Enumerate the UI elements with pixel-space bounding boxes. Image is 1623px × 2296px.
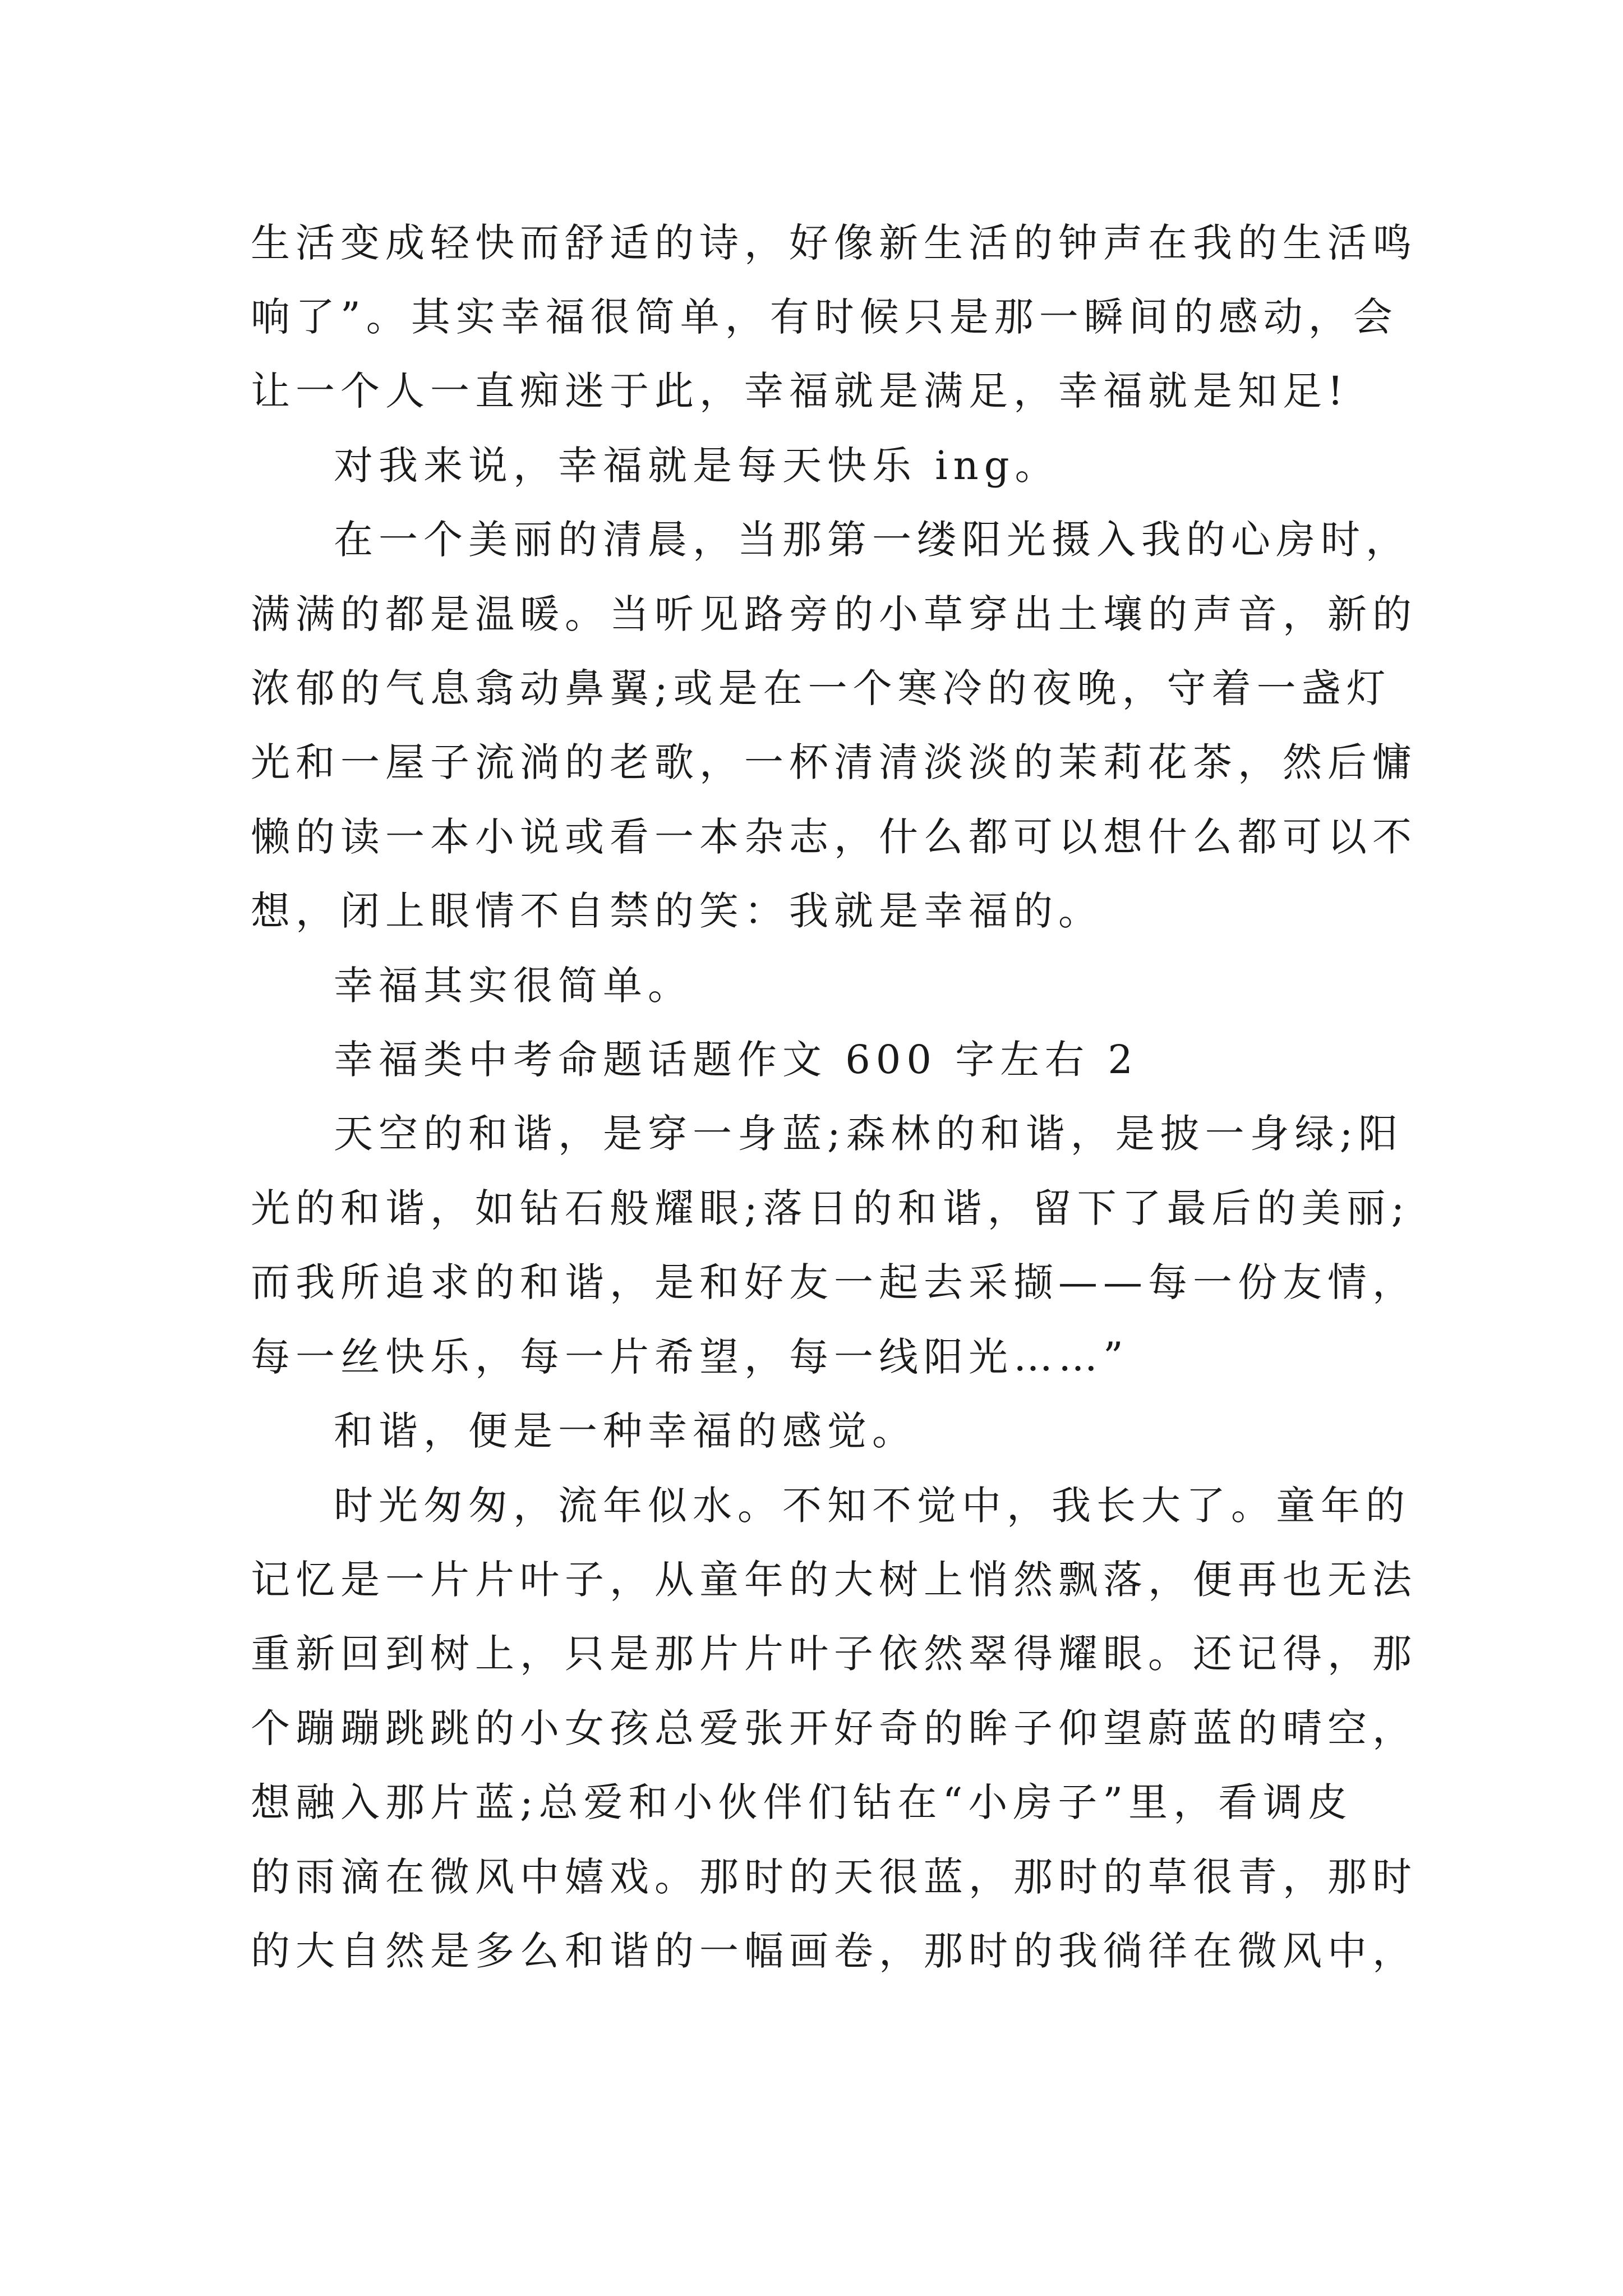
- text-line: 懒的读一本小说或看一本杂志，什么都可以想什么都可以不: [251, 814, 1417, 860]
- text-line: 光的和谐，如钻石般耀眼;落日的和谐，留下了最后的美丽;: [251, 1185, 1410, 1231]
- text-line: 响了”。其实幸福很简单，有时候只是那一瞬间的感动，会: [251, 294, 1398, 340]
- text-line: 光和一屋子流淌的老歌，一杯清清淡淡的茉莉花茶，然后慵: [251, 739, 1417, 785]
- section-heading: 幸福类中考命题话题作文 600 字左右 2: [334, 1037, 1138, 1083]
- text-line: 的大自然是多么和谐的一幅画卷，那时的我徜徉在微风中，: [251, 1928, 1417, 1974]
- text-line: 幸福其实很简单。: [334, 963, 693, 1009]
- text-line: 的雨滴在微风中嬉戏。那时的天很蓝，那时的草很青，那时: [251, 1854, 1417, 1900]
- text-line: 和谐，便是一种幸福的感觉。: [334, 1408, 917, 1454]
- text-line: 而我所追求的和谐，是和好友一起去采撷——每一份友情，: [251, 1259, 1417, 1305]
- text-line: 想，闭上眼情不自禁的笑：我就是幸福的。: [251, 888, 1103, 934]
- text-line: 想融入那片蓝;总爱和小伙伴们钻在“小房子”里，看调皮: [251, 1779, 1353, 1825]
- text-line: 个蹦蹦跳跳的小女孩总爱张开好奇的眸子仰望蔚蓝的晴空，: [251, 1705, 1417, 1751]
- text-line: 在一个美丽的清晨，当那第一缕阳光摄入我的心房时，: [334, 517, 1410, 563]
- text-line: 满满的都是温暖。当听见路旁的小草穿出土壤的声音，新的: [251, 591, 1417, 637]
- text-line: 让一个人一直痴迷于此，幸福就是满足，幸福就是知足!: [251, 368, 1349, 414]
- text-line: 浓郁的气息翕动鼻翼;或是在一个寒冷的夜晚，守着一盏灯: [251, 665, 1391, 711]
- text-line: 对我来说，幸福就是每天快乐 ing。: [334, 443, 1060, 489]
- text-line: 每一丝快乐，每一片希望，每一线阳光……”: [251, 1334, 1129, 1380]
- text-line: 生活变成轻快而舒适的诗，好像新生活的钟声在我的生活鸣: [251, 220, 1417, 266]
- text-line: 重新回到树上，只是那片片叶子依然翠得耀眼。还记得，那: [251, 1631, 1417, 1677]
- text-line: 记忆是一片片叶子，从童年的大树上悄然飘落，便再也无法: [251, 1557, 1417, 1603]
- text-line: 时光匆匆，流年似水。不知不觉中，我长大了。童年的: [334, 1483, 1410, 1529]
- text-line: 天空的和谐，是穿一身蓝;森林的和谐，是披一身绿;阳: [334, 1111, 1404, 1157]
